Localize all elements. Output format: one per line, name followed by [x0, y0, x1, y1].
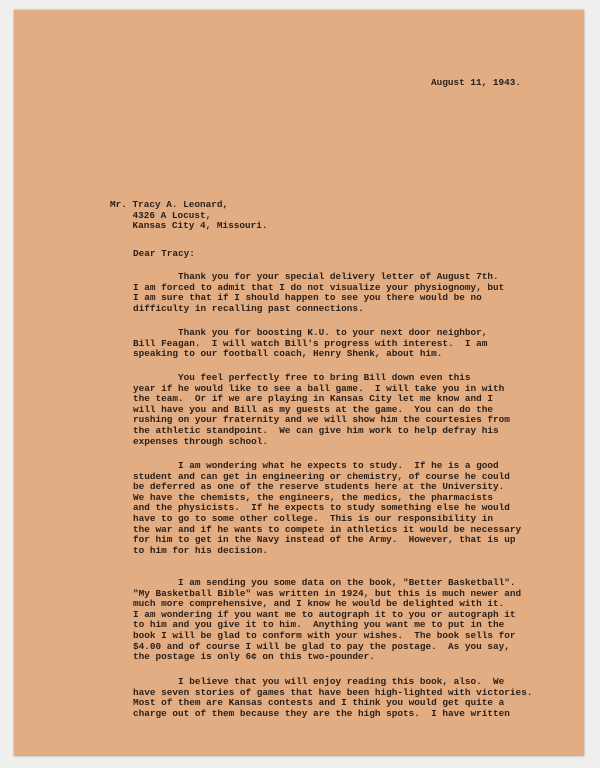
text-line: I am wondering what he expects to study. If he is a good: [133, 460, 499, 471]
text-line: be deferred as one of the reserve students here at the University.: [133, 481, 505, 493]
letter-page: [14, 10, 584, 756]
letter-date: August 11, 1943.: [431, 77, 522, 88]
text-line: much more comprehensive, and I know he would be delighted with it.: [133, 598, 505, 610]
text-line: to him and you give it to him. Anything you want me to put in the: [133, 619, 505, 631]
text-line: "My Basketball Bible" was written in 1924, but this is much newer and: [133, 587, 522, 599]
text-line: $4.00 and of course I will be glad to pay the postage. As you say,: [133, 640, 510, 652]
text-line: will have you and Bill as my guests at the game. You can do the: [133, 403, 494, 415]
text-line: I am forced to admit that I do not visualize your physiognomy, but: [133, 281, 505, 293]
text-line: I am sending you some data on the book, "Better Basketball".: [133, 577, 516, 588]
address-line: 4326 A Locust,: [110, 209, 212, 221]
paragraph-6: [133, 677, 536, 719]
text-line: for him to get in the Navy instead of the Army. However, that is up: [133, 534, 516, 546]
paragraph-2: [133, 328, 536, 360]
paragraph-3: [133, 373, 536, 447]
text-line: Thank you for boosting K.U. to your next door neighbor,: [133, 327, 488, 338]
text-line: the athletic standpoint. We can give him work to help defray his: [133, 424, 499, 436]
text-line: have to go to some other college. This is our responsibility in: [133, 512, 494, 524]
text-line: I believe that you will enjoy reading this book, also. We: [133, 676, 505, 687]
text-line: I am wondering if you want me to autograph it to you or autograph it: [133, 608, 516, 620]
text-line: to him for his decision.: [133, 544, 269, 556]
text-line: speaking to our football coach, Henry Shenk, about him.: [133, 348, 443, 360]
text-line: Bill Feagan. I will watch Bill's progress with interest. I am: [133, 337, 488, 349]
text-line: I am sure that if I should happen to see you there would be no: [133, 292, 482, 304]
paragraph-4: [133, 461, 536, 556]
text-line: year if he would like to see a ball game. I will take you in with: [133, 382, 505, 394]
text-line: charge out of them because they are the high spots. I have written: [133, 707, 510, 719]
text-line: expenses through school.: [133, 435, 269, 447]
text-line: the team. Or if we are playing in Kansas City let me know and I: [133, 393, 494, 405]
text-line: rushing on your fraternity and we will show him the courtesies from: [133, 414, 510, 426]
text-line: and the physicists. If he expects to study something else he would: [133, 502, 510, 514]
text-line: have seven stories of games that have been high-lighted with victories.: [133, 686, 533, 698]
text-line: the war and if he wants to compete in athletics it would be necessary: [133, 523, 522, 535]
text-line: the postage is only 6¢ on this two-pounder.: [133, 651, 375, 663]
text-line: Most of them are Kansas contests and I think you would get quite a: [133, 697, 505, 709]
text-line: difficulty in recalling past connections.: [133, 302, 364, 314]
address-line: Mr. Tracy A. Leonard,: [110, 199, 229, 210]
paragraph-5: [133, 578, 536, 663]
address-line: Kansas City 4, Missouri.: [110, 220, 268, 232]
text-line: student and can get in engineering or chemistry, of course he could: [133, 470, 510, 482]
salutation: Dear Tracy:: [133, 248, 195, 259]
recipient-address: [110, 200, 268, 232]
text-line: book I will be glad to conform with your wishes. The book sells for: [133, 629, 516, 641]
text-line: You feel perfectly free to bring Bill down even this: [133, 372, 471, 383]
text-line: We have the chemists, the engineers, the medics, the pharmacists: [133, 491, 494, 503]
paragraph-1: [133, 272, 536, 314]
text-line: Thank you for your special delivery letter of August 7th.: [133, 271, 499, 282]
